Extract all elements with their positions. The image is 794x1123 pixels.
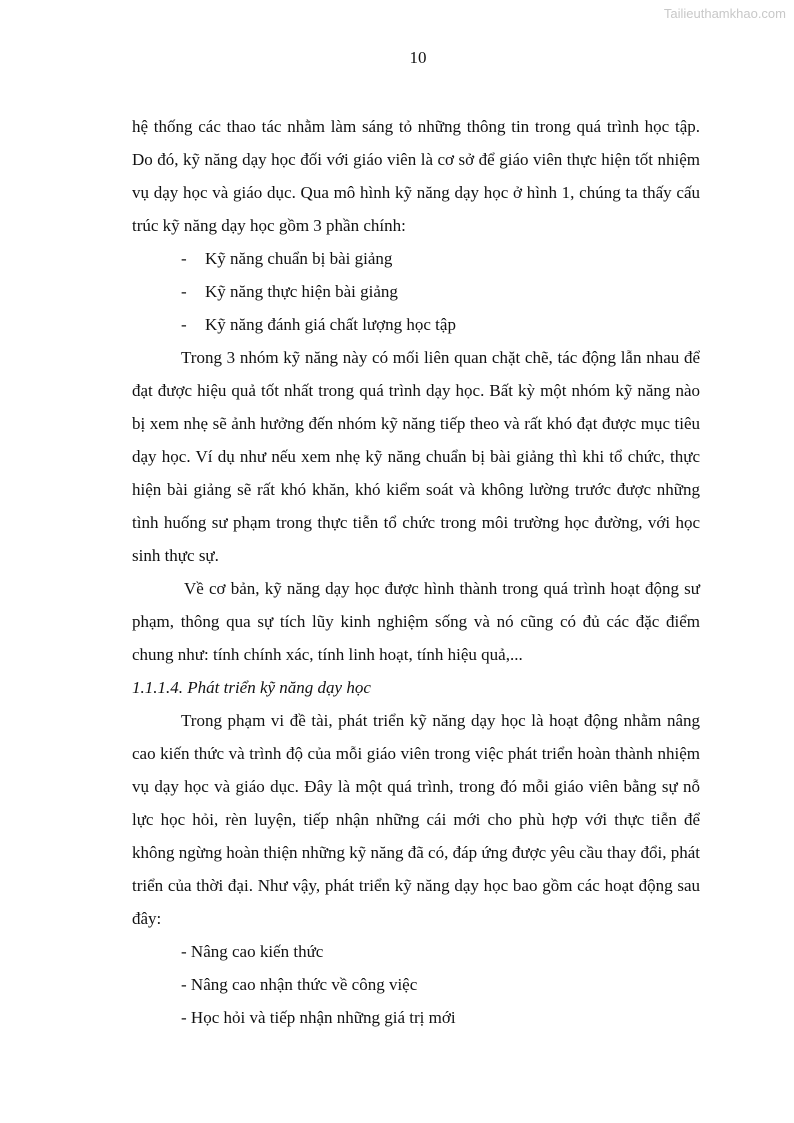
list-item-text: Kỹ năng chuẩn bị bài giảng — [205, 249, 393, 268]
list-item: - Nâng cao kiến thức — [181, 942, 324, 961]
list-item — [181, 275, 700, 308]
bullet-dash: - — [181, 282, 187, 301]
list-item: - Học hỏi và tiếp nhận những giá trị mới — [181, 1008, 456, 1027]
document-body — [132, 110, 700, 1034]
list-item — [181, 242, 700, 275]
list-item: - Nâng cao nhận thức về công việc — [181, 975, 418, 994]
section-heading: 1.1.1.4. Phát triển kỹ năng dạy học — [132, 678, 371, 697]
list-item-text: Kỹ năng đánh giá chất lượng học tập — [205, 315, 456, 334]
watermark: Tailieuthamkhao.com — [663, 6, 786, 21]
page-number: 10 — [409, 48, 427, 67]
list-item — [181, 308, 700, 341]
bullet-dash: - — [181, 249, 187, 268]
paragraph-intro: hệ thống các thao tác nhằm làm sáng tỏ những thông tin trong quá trình học tập. Do đó, kỹ năng dạy học đối với giáo viên là cơ sở để giáo viên thực hiện tốt nhiệm vụ dạy học và giáo dục. Qua mô hình kỹ năng dạy học ở hình 1, chúng ta thấy cấu trúc kỹ năng dạy học gồm 3 phần chính: — [132, 117, 700, 235]
paragraph-relations: Trong 3 nhóm kỹ năng này có mối liên quan chặt chẽ, tác động lẫn nhau để đạt được hiệu quả tốt nhất trong quá trình dạy học. Bất kỳ một nhóm kỹ năng nào bị xem nhẹ sẽ ảnh hưởng đến nhóm kỹ năng tiếp theo và rất khó đạt được mục tiêu dạy học. Ví dụ như nếu xem nhẹ kỹ năng chuẩn bị bài giảng thì khi tổ chức, thực hiện bài giảng sẽ rất khó khăn, khó kiểm soát và không lường trước được những tình huống sư phạm trong thực tiễn tổ chức trong môi trường học đường, với học sinh thực sự. — [132, 348, 700, 565]
bullet-dash: - — [181, 315, 187, 334]
paragraph-development: Trong phạm vi đề tài, phát triển kỹ năng dạy học là hoạt động nhằm nâng cao kiến thức và trình độ của mỗi giáo viên trong việc phát triển hoàn thành nhiệm vụ dạy học và giáo dục. Đây là một quá trình, trong đó mỗi giáo viên bằng sự nỗ lực học hỏi, rèn luyện, tiếp nhận những cái mới cho phù hợp với thực tiễn để không ngừng hoàn thiện những kỹ năng đã có, đáp ứng được yêu cầu thay đổi, phát triển của thời đại. Như vậy, phát triển kỹ năng dạy học bao gồm các hoạt động sau đây: — [132, 711, 701, 928]
paragraph-basics: Về cơ bản, kỹ năng dạy học được hình thành trong quá trình hoạt động sư phạm, thông qua sự tích lũy kinh nghiệm sống và nó cũng có đủ các đặc điểm chung như: tính chính xác, tính linh hoạt, tính hiệu quả,... — [132, 579, 700, 664]
list-item-text: Kỹ năng thực hiện bài giảng — [205, 282, 398, 301]
